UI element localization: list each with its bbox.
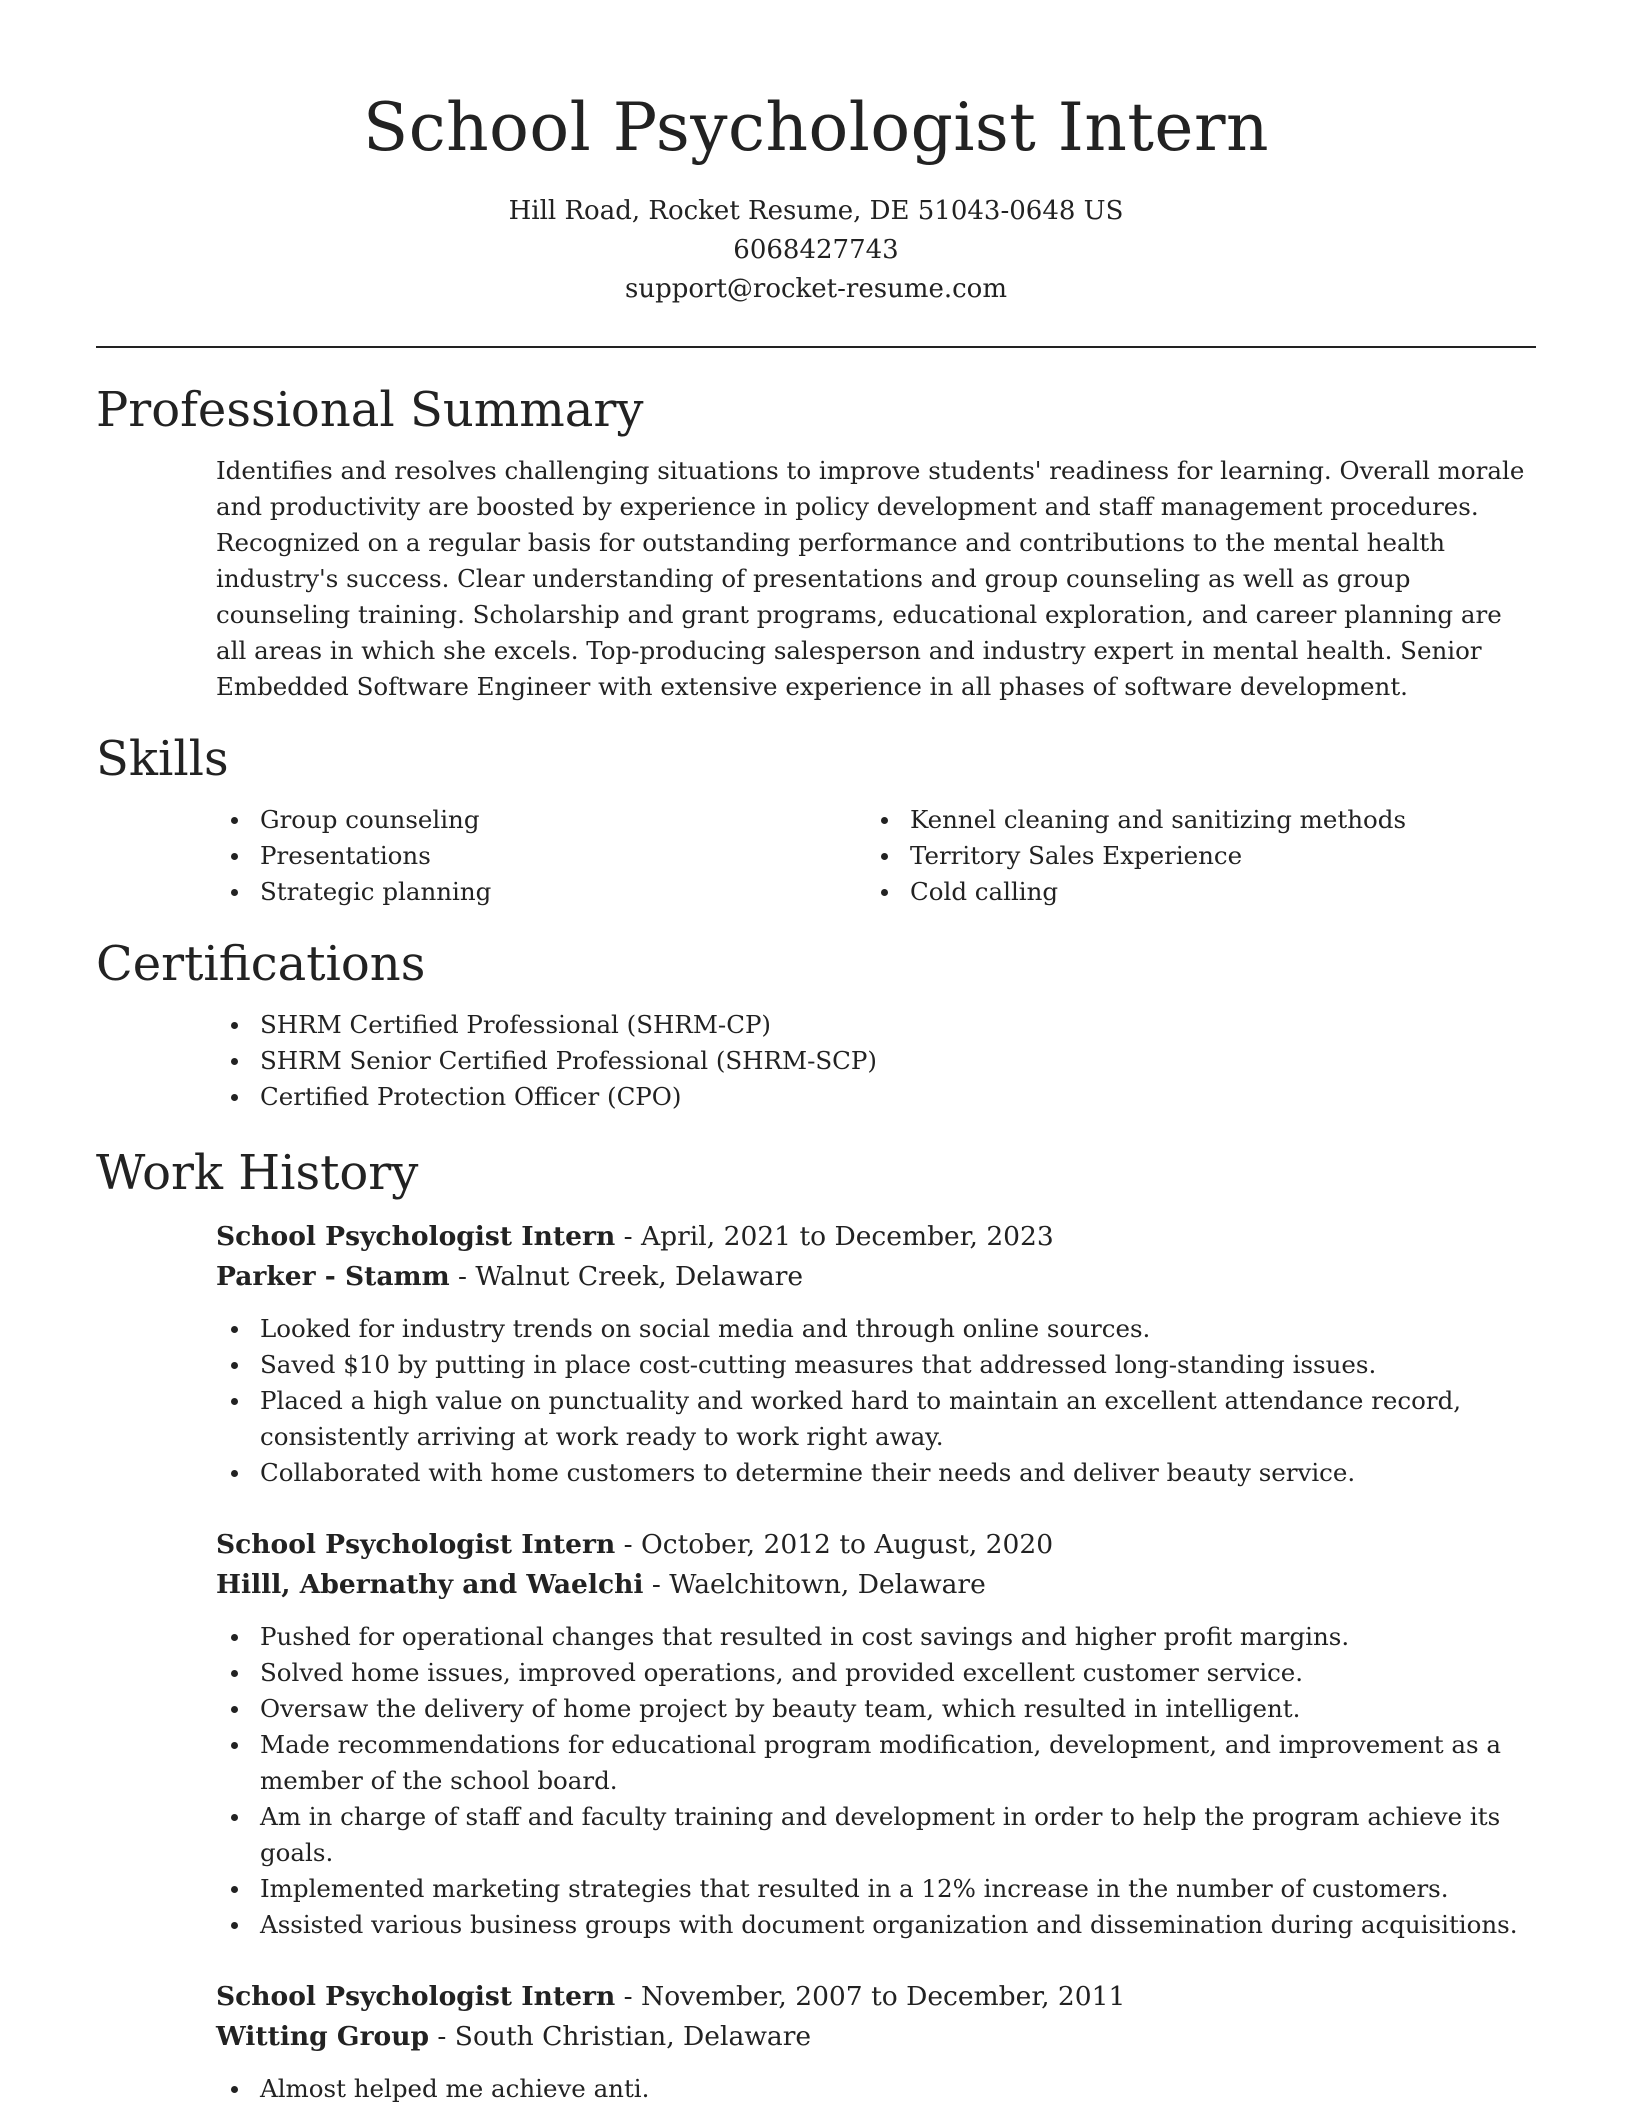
skills-section (96, 729, 1536, 910)
job-bullet: Am in charge of staff and faculty training and development in order to help the program achieve its goals. (216, 1799, 1536, 1871)
skill-item: Strategic planning (216, 874, 866, 910)
certification-item: Certified Protection Officer (CPO) (216, 1079, 1536, 1115)
skills-list-right (866, 802, 1536, 910)
job-bullets (216, 1619, 1536, 1943)
job-title: School Psychologist Intern (216, 1529, 616, 1560)
job-bullet: Oversaw the delivery of home project by beauty team, which resulted in intelligent. (216, 1691, 1536, 1727)
summary-heading: Professional Summary (96, 382, 644, 438)
skills-grid (216, 802, 1536, 910)
job-title-line (216, 1217, 1536, 1257)
address: Hill Road, Rocket Resume, DE 51043-0648 US (508, 196, 1124, 226)
job-bullet: Looked for industry trends on social media and through online sources. (216, 1311, 1536, 1347)
contact-block (0, 192, 1632, 309)
skill-item: Cold calling (866, 874, 1536, 910)
job-bullets (216, 2071, 1536, 2107)
email: support@rocket-resume.com (624, 274, 1007, 304)
header-divider (96, 346, 1536, 348)
job-location: - Waelchitown, Delaware (643, 1569, 986, 1600)
job-org-line (216, 1257, 1536, 1297)
skill-item: Presentations (216, 838, 866, 874)
job-dates: - October, 2012 to August, 2020 (615, 1529, 1054, 1560)
certifications-heading: Certifications (96, 936, 426, 992)
job-title-line (216, 1525, 1536, 1565)
resume-header (0, 0, 1632, 309)
job-entry (216, 1525, 1536, 1943)
job-title: School Psychologist Intern (216, 1981, 616, 2012)
job-dates: - November, 2007 to December, 2011 (615, 1981, 1126, 2012)
job-bullet: Almost helped me achieve anti. (216, 2071, 1536, 2107)
skills-heading: Skills (96, 731, 229, 787)
skills-list-left (216, 802, 866, 910)
job-dates: - April, 2021 to December, 2023 (615, 1221, 1054, 1252)
skill-item: Group counseling (216, 802, 866, 838)
job-bullet: Solved home issues, improved operations, and provided excellent customer service. (216, 1655, 1536, 1691)
job-bullet: Made recommendations for educational program modification, development, and improvement as a member of the school board. (216, 1727, 1536, 1799)
job-bullet: Placed a high value on punctuality and worked hard to maintain an excellent attendance record, consistently arriving at work ready to work right away. (216, 1383, 1536, 1455)
job-bullets (216, 1311, 1536, 1491)
job-title: School Psychologist Intern (216, 1221, 616, 1252)
work-history-section (96, 1143, 1536, 2107)
job-org-line (216, 2017, 1536, 2057)
job-org-line (216, 1565, 1536, 1605)
certification-item: SHRM Senior Certified Professional (SHRM-SCP) (216, 1043, 1536, 1079)
certifications-section (96, 934, 1536, 1115)
job-location: - Walnut Creek, Delaware (449, 1261, 804, 1292)
certifications-list (216, 1007, 1536, 1115)
skill-item: Territory Sales Experience (866, 838, 1536, 874)
job-company: Witting Group (216, 2021, 429, 2052)
summary-section (96, 380, 1536, 705)
job-entry (216, 1977, 1536, 2107)
job-bullet: Pushed for operational changes that resulted in cost savings and higher profit margins. (216, 1619, 1536, 1655)
job-company: Parker - Stamm (216, 1261, 450, 1292)
job-bullet: Assisted various business groups with document organization and dissemination during acquisitions. (216, 1907, 1536, 1943)
job-title-line (216, 1977, 1536, 2017)
work-history-heading: Work History (96, 1145, 419, 1201)
phone: 6068427743 (733, 235, 899, 265)
skill-item: Kennel cleaning and sanitizing methods (866, 802, 1536, 838)
job-bullet: Implemented marketing strategies that resulted in a 12% increase in the number of customers. (216, 1871, 1536, 1907)
job-location: - South Christian, Delaware (429, 2021, 812, 2052)
job-bullet: Saved $10 by putting in place cost-cutting measures that addressed long-standing issues. (216, 1347, 1536, 1383)
candidate-name: School Psychologist Intern (362, 89, 1270, 166)
job-bullet: Collaborated with home customers to determine their needs and deliver beauty service. (216, 1455, 1536, 1491)
summary-text: Identifies and resolves challenging situations to improve students' readiness for learning. Overall morale and productivity are boosted by experience in policy development and staff management procedures. Recognized on a regular basis for outstanding performance and contributions to the mental health industry's success. Clear understanding of presentations and group counseling as well as group counseling training. Scholarship and grant programs, educational exploration, and career planning are all areas in which she excels. Top-producing salesperson and industry expert in mental health. Senior Embedded Software Engineer with extensive experience in all phases of software development. (216, 456, 1525, 701)
job-entry (216, 1217, 1536, 1491)
job-company: Hilll, Abernathy and Waelchi (216, 1569, 644, 1600)
certification-item: SHRM Certified Professional (SHRM-CP) (216, 1007, 1536, 1043)
